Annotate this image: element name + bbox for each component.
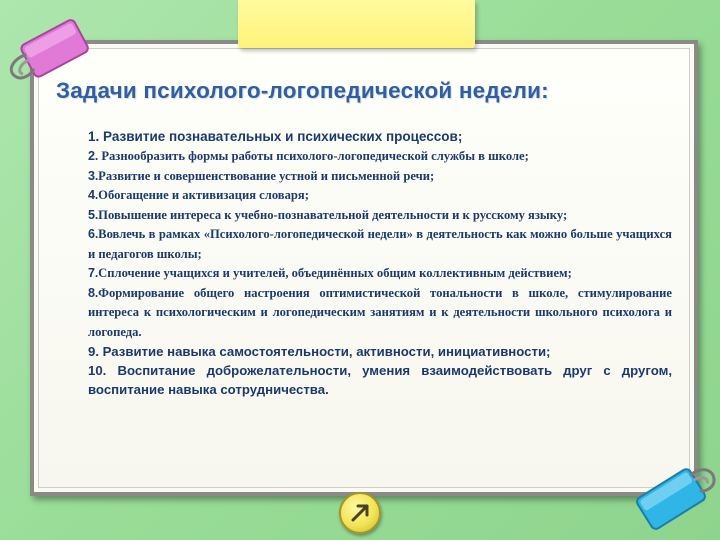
item-text: Вовлечь в рамках «Психолого-логопедической недели» в деятельность как можно больше учащихся и педагогов школы; <box>88 227 672 261</box>
item-separator: . <box>95 188 99 202</box>
next-arrow-icon <box>348 501 372 525</box>
item-text: Развитие и совершенствование устной и письменной речи; <box>98 168 435 183</box>
item-text: Воспитание доброжелательности, умения взаимодействовать друг с другом, воспитание навыка сотрудничества. <box>88 363 672 397</box>
item-text: Развитие познавательных и психических процессов; <box>103 129 463 144</box>
next-slide-button[interactable] <box>339 492 381 534</box>
task-list <box>88 126 672 399</box>
item-separator: . <box>95 266 99 280</box>
item-text: Обогащение и активизация словаря; <box>98 188 309 202</box>
item-separator: . <box>95 207 99 222</box>
list-item <box>88 126 672 147</box>
item-number: 10 <box>88 363 103 378</box>
item-text: Повышение интереса к учебно-познавательной деятельности и к русскому языку; <box>98 207 568 222</box>
blue-binder-clip-icon <box>636 455 720 540</box>
list-item <box>88 147 672 167</box>
item-separator: . <box>95 129 104 144</box>
item-number: 3 <box>88 168 96 183</box>
list-item <box>88 167 672 187</box>
item-separator: . <box>95 344 103 359</box>
item-text: Сплочение учащихся и учителей, объединённых общим коллективным действием; <box>98 266 572 280</box>
item-text: Формирование общего настроения оптимистической тональности в школе, стимулирование интереса к психологическим и логопедическим занятиям и к деятельности школьного психолога и логопеда. <box>88 285 672 339</box>
item-number: 4 <box>88 188 96 202</box>
list-item <box>88 342 672 361</box>
list-item <box>88 186 672 206</box>
item-number: 8 <box>88 285 96 300</box>
item-number: 9 <box>88 344 96 359</box>
item-text: Развитие навыка самостоятельности, активности, инициативности; <box>102 344 551 359</box>
item-number: 6 <box>88 227 96 241</box>
item-separator: . <box>95 227 99 241</box>
list-item <box>88 284 672 343</box>
item-separator: . <box>95 168 99 183</box>
page-title: Задачи психолого-логопедической недели: <box>56 78 549 103</box>
item-number: 2 <box>88 149 96 163</box>
item-number: 7 <box>88 266 96 280</box>
item-number: 5 <box>88 207 96 222</box>
sticky-note <box>238 0 475 48</box>
item-separator: . <box>95 149 102 163</box>
list-item <box>88 225 672 264</box>
item-text: Разнообразить формы работы психолого-логопедической службы в школе; <box>101 149 529 163</box>
list-item <box>88 264 672 284</box>
list-item <box>88 206 672 226</box>
item-separator: . <box>102 363 118 378</box>
item-number: 1 <box>88 129 96 144</box>
item-separator: . <box>95 285 99 300</box>
list-item <box>88 361 672 399</box>
